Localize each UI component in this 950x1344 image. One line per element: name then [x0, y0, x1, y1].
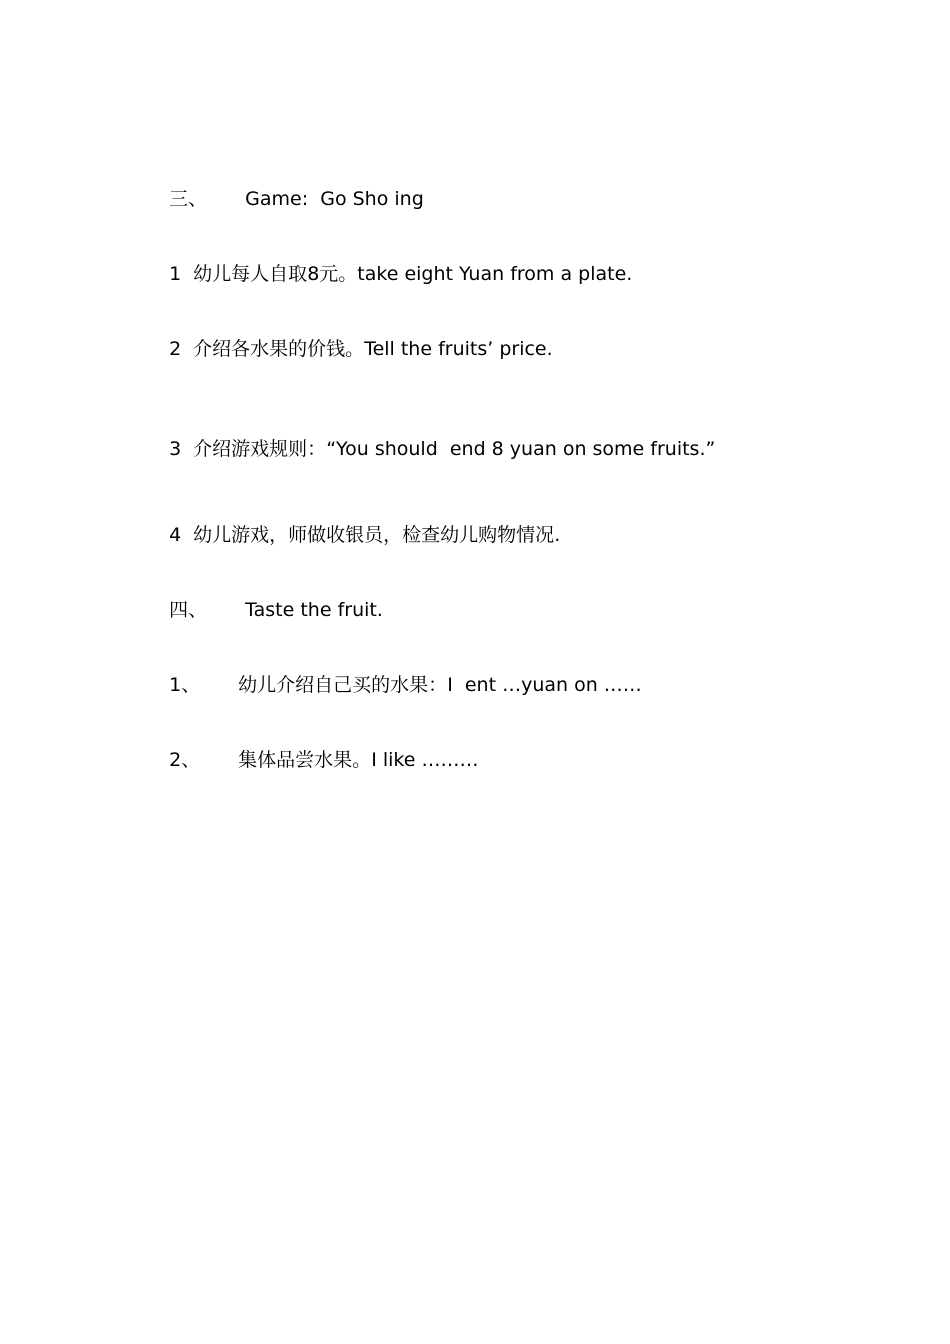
step-3 [145, 410, 715, 488]
step-2-number: 2 [169, 338, 182, 360]
list-item-1-english: I ent …yuan on …… [447, 674, 642, 696]
step-1-number: 1 [169, 263, 182, 285]
section-4-title: Taste the fruit. [245, 599, 383, 621]
list-item-2-chinese: 集体品尝水果。 [238, 749, 372, 771]
step-4-number: 4 [169, 524, 182, 546]
list-item-1 [145, 646, 642, 724]
step-4 [145, 496, 560, 574]
list-item-1-chinese: 幼儿介绍自己买的水果： [238, 674, 448, 696]
section-3-marker: 三、 [169, 188, 208, 210]
section-4-heading [145, 571, 383, 649]
step-3-number: 3 [169, 438, 182, 460]
list-item-2-number: 2、 [169, 749, 201, 771]
step-1-english: take eight Yuan from a plate. [357, 263, 633, 285]
step-2-english: Tell the fruits’ price. [364, 338, 553, 360]
step-1 [145, 235, 632, 313]
step-1-chinese-suffix: 元。 [319, 263, 358, 285]
step-1-chinese: 幼儿每人自取 [193, 263, 308, 285]
step-3-english: “You should end 8 yuan on some fruits.” [326, 438, 716, 460]
section-3-heading [145, 160, 424, 238]
section-4-marker: 四、 [169, 599, 208, 621]
section-3-title: Game: Go Sho ing [245, 188, 424, 210]
step-2-chinese: 介绍各水果的价钱。 [193, 338, 365, 360]
list-item-2 [145, 721, 478, 799]
step-2 [145, 310, 553, 388]
list-item-1-number: 1、 [169, 674, 201, 696]
step-1-amount: 8 [307, 263, 320, 285]
step-4-english: . [554, 524, 561, 546]
list-item-2-english: I like ……… [371, 749, 479, 771]
step-3-chinese: 介绍游戏规则： [193, 438, 327, 460]
step-4-chinese: 幼儿游戏，师做收银员，检查幼儿购物情况 [193, 524, 555, 546]
